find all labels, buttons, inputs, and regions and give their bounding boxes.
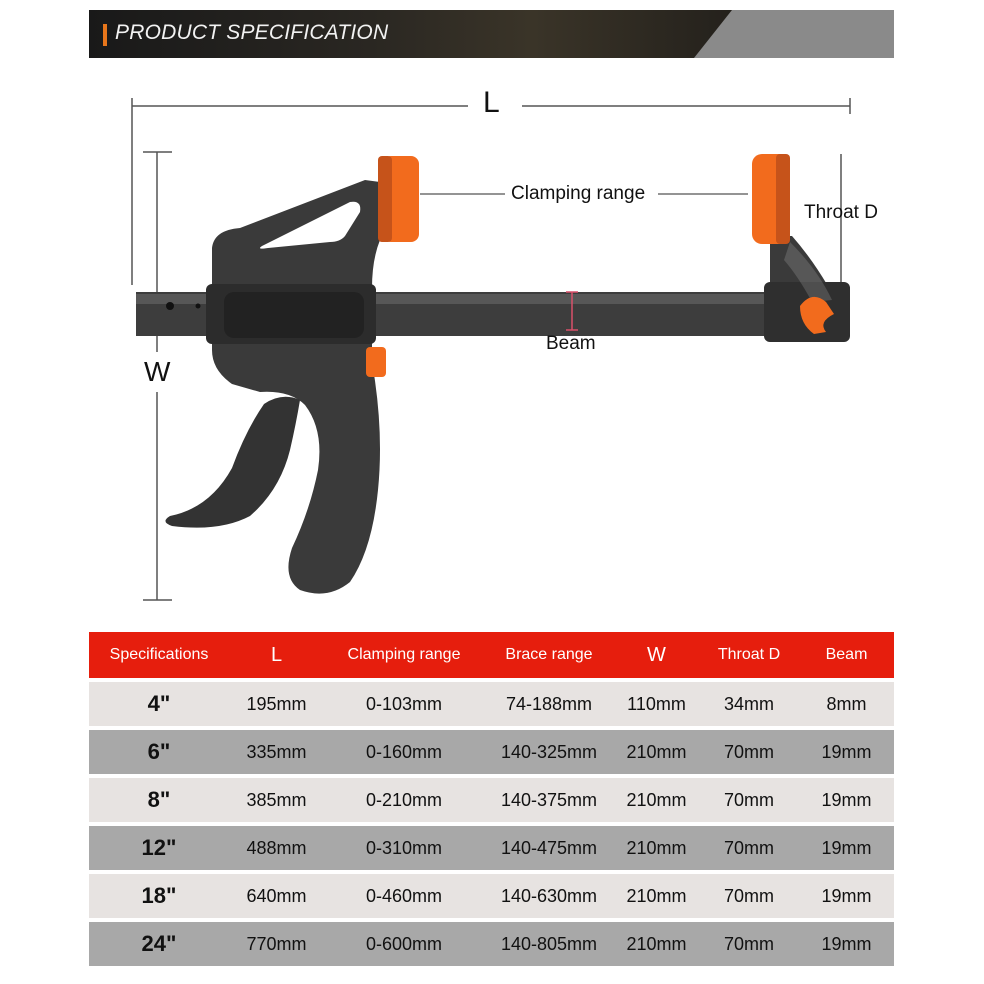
table-cell: 19mm — [799, 918, 894, 966]
table-cell-size: 12" — [89, 822, 229, 870]
header-w: W — [614, 632, 699, 678]
table-cell: 210mm — [614, 774, 699, 822]
clamp-illustration — [0, 70, 984, 630]
table-cell: 0-310mm — [324, 822, 484, 870]
table-row — [89, 870, 894, 918]
table-cell: 140-805mm — [484, 918, 614, 966]
banner-accent-bar — [103, 24, 107, 46]
clamp-handle-body — [165, 180, 386, 594]
table-cell-size: 18" — [89, 870, 229, 918]
table-cell: 210mm — [614, 918, 699, 966]
table-row — [89, 822, 894, 870]
table-cell: 19mm — [799, 870, 894, 918]
clamp-diagram — [0, 70, 984, 630]
table-cell-size: 8" — [89, 774, 229, 822]
beam-label: Beam — [546, 333, 596, 354]
table-cell: 34mm — [699, 678, 799, 726]
table-cell: 488mm — [229, 822, 324, 870]
header-beam: Beam — [799, 632, 894, 678]
table-cell: 210mm — [614, 870, 699, 918]
length-label: L — [483, 86, 500, 119]
table-cell: 74-188mm — [484, 678, 614, 726]
header-clamping-range: Clamping range — [324, 632, 484, 678]
table-cell: 140-630mm — [484, 870, 614, 918]
table-cell: 70mm — [699, 918, 799, 966]
table-cell: 70mm — [699, 774, 799, 822]
table-cell: 0-210mm — [324, 774, 484, 822]
table-cell: 770mm — [229, 918, 324, 966]
header-l: L — [229, 632, 324, 678]
table-row — [89, 918, 894, 966]
table-cell: 140-475mm — [484, 822, 614, 870]
table-cell: 19mm — [799, 774, 894, 822]
page-title: PRODUCT SPECIFICATION — [115, 21, 389, 44]
header-brace-range: Brace range — [484, 632, 614, 678]
table-row — [89, 774, 894, 822]
table-cell: 140-375mm — [484, 774, 614, 822]
right-pad — [752, 154, 790, 244]
table-header-row — [89, 632, 894, 678]
table-cell: 0-160mm — [324, 726, 484, 774]
table-cell: 210mm — [614, 726, 699, 774]
clamping-range-label: Clamping range — [511, 183, 646, 204]
table-cell-size: 24" — [89, 918, 229, 966]
table-cell: 640mm — [229, 870, 324, 918]
header-throat-d: Throat D — [699, 632, 799, 678]
table-cell: 335mm — [229, 726, 324, 774]
table-cell: 195mm — [229, 678, 324, 726]
table-cell-size: 6" — [89, 726, 229, 774]
specification-table — [89, 632, 894, 966]
table-cell: 19mm — [799, 726, 894, 774]
table-cell: 19mm — [799, 822, 894, 870]
header-specifications: Specifications — [89, 632, 229, 678]
table-cell: 70mm — [699, 726, 799, 774]
table-cell: 0-460mm — [324, 870, 484, 918]
table-row — [89, 726, 894, 774]
table-cell: 210mm — [614, 822, 699, 870]
header-banner — [89, 10, 894, 58]
table-cell: 110mm — [614, 678, 699, 726]
table-cell: 70mm — [699, 822, 799, 870]
table-cell: 385mm — [229, 774, 324, 822]
table-row — [89, 678, 894, 726]
table-cell: 0-103mm — [324, 678, 484, 726]
fixed-jaw — [764, 236, 850, 342]
left-pad — [378, 156, 419, 242]
table-cell: 8mm — [799, 678, 894, 726]
table-cell: 70mm — [699, 870, 799, 918]
table-cell-size: 4" — [89, 678, 229, 726]
width-label: W — [144, 356, 171, 387]
table-cell: 140-325mm — [484, 726, 614, 774]
table-cell: 0-600mm — [324, 918, 484, 966]
throat-label: Throat D — [804, 202, 878, 223]
